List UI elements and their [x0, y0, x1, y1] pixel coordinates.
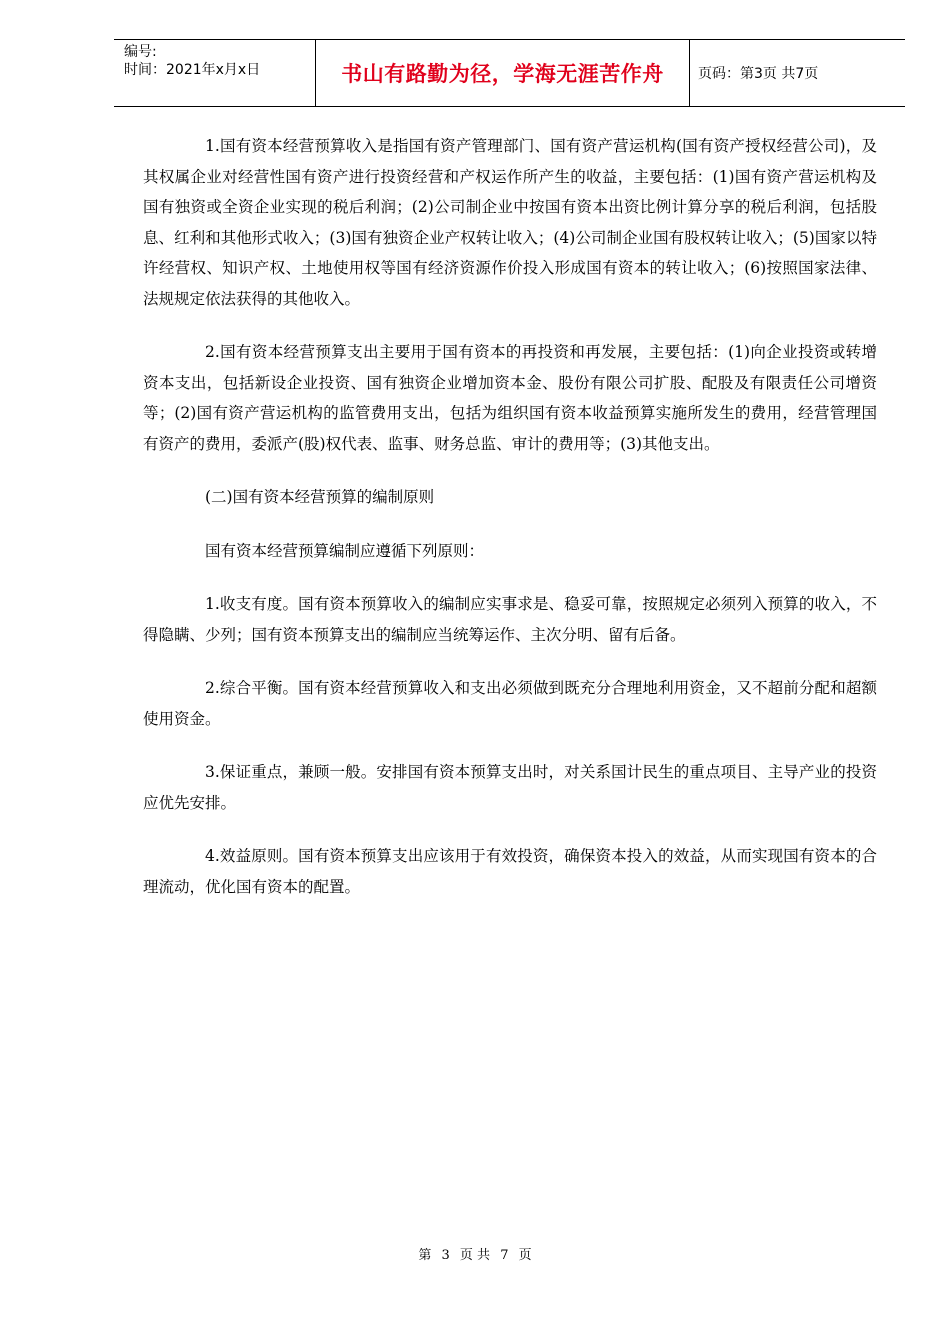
paragraph-principles-intro: 国有资本经营预算编制应遵循下列原则： — [205, 541, 485, 560]
header-page-cell — [690, 40, 905, 106]
document-time-label: 时间：2021年x月x日 — [124, 62, 261, 78]
document-header — [114, 39, 905, 107]
header-motto: 书山有路勤为径，学海无涯苦作舟 — [341, 62, 664, 86]
paragraph-revenue: 1.国有资本经营预算收入是指国有资产管理部门、国有资产营运机构(国有资产授权经营公司)，及其权属企业对经营性国有资产进行投资经营和产权运作所产生的收益，主要包括：(1)国有资产营运机构及国有独资或全资企业实现的税后利润；(2)公司制企业中按国有资本出资比例计算分享的税后利润，包括股息、红利和其他形式收入；(3)国有独资企业产权转让收入；(4)公司制企业国有股权转让收入；(5)国家以特许经营权、知识产权、土地使用权等国有经济资源作价投入形成国有资本的转让收入；(6)按照国家法律、法规规定依法获得的其他收入。 — [143, 137, 877, 308]
footer-suffix: 页 — [518, 1248, 532, 1263]
paragraph-principle-1: 1.收支有度。国有资本预算收入的编制应实事求是、稳妥可靠，按照规定必须列入预算的收入，不得隐瞒、少列；国有资本预算支出的编制应当统筹运作、主次分明、留有后备。 — [143, 595, 877, 644]
document-number-label: 编号: — [124, 44, 157, 60]
footer-total-pages: 7 — [500, 1248, 509, 1263]
section-heading-principles: (二)国有资本经营预算的编制原则 — [205, 488, 435, 506]
page-footer — [0, 1244, 950, 1263]
header-motto-cell — [316, 40, 690, 106]
paragraph-principle-2: 2.综合平衡。国有资本经营预算收入和支出必须做到既充分合理地利用资金，又不超前分配和超额使用资金。 — [143, 679, 877, 728]
document-body — [143, 131, 877, 925]
header-page-label: 页码：第3页 共7页 — [698, 66, 819, 82]
header-meta-cell — [114, 40, 316, 106]
paragraph-principle-3: 3.保证重点，兼顾一般。安排国有资本预算支出时，对关系国计民生的重点项目、主导产业的投资应优先安排。 — [143, 763, 877, 812]
footer-prefix: 第 — [418, 1248, 432, 1263]
footer-page-number: 3 — [441, 1248, 450, 1263]
paragraph-principle-4: 4.效益原则。国有资本预算支出应该用于有效投资，确保资本投入的效益，从而实现国有资本的合理流动，优化国有资本的配置。 — [143, 847, 877, 896]
footer-middle: 页 共 — [459, 1248, 491, 1263]
paragraph-expenditure: 2.国有资本经营预算支出主要用于国有资本的再投资和再发展，主要包括：(1)向企业投资或转增资本支出，包括新设企业投资、国有独资企业增加资本金、股份有限公司扩股、配股及有限责任公司增资等；(2)国有资产营运机构的监管费用支出，包括为组织国有资本收益预算实施所发生的费用，经营管理国有资产的费用，委派产(股)权代表、监事、财务总监、审计的费用等；(3)其他支出。 — [143, 343, 877, 453]
